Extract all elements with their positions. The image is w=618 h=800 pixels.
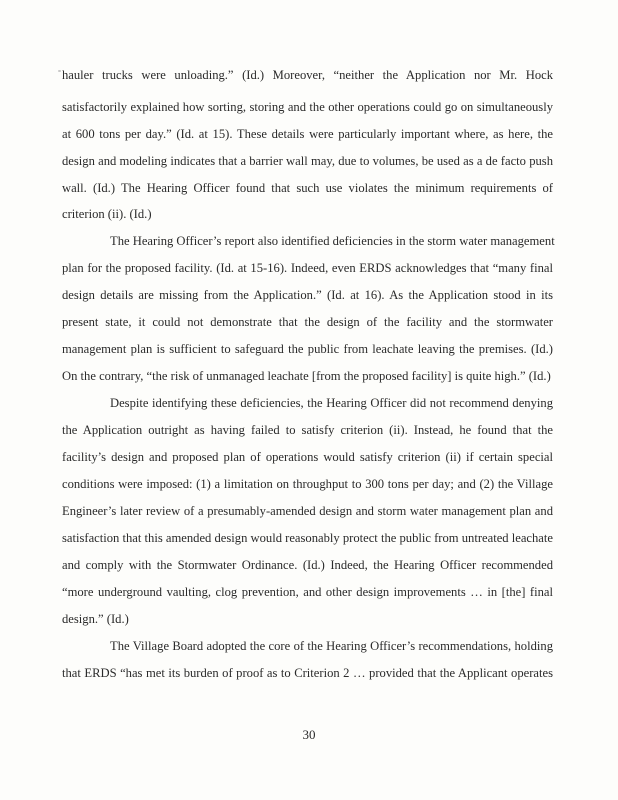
text-line: satisfactorily explained how sorting, storing and the other operations could go on simultaneously [62,100,553,114]
text-line: plan for the proposed facility. (Id. at 15-16). Indeed, even ERDS acknowledges that “many final [62,261,553,275]
text-line: Despite identifying these deficiencies, the Hearing Officer did not recommend denying [110,396,553,410]
text-line: “more underground vaulting, clog prevention, and other design improvements … in [the] final [62,585,553,599]
page-number: 30 [302,727,316,742]
text-line: wall. (Id.) The Hearing Officer found that such use violates the minimum requirements of [62,181,553,195]
text-line: and comply with the Stormwater Ordinance. (Id.) Indeed, the Hearing Officer recommended [62,558,553,572]
text-line: satisfaction that this amended design would reasonably protect the public from untreated leachate [62,531,553,545]
text-line: facility’s design and proposed plan of operations would satisfy criterion (ii) if certain special [62,450,553,464]
text-line: management plan is sufficient to safeguard the public from leachate leaving the premises. (Id.) [62,342,553,356]
text-line: design and modeling indicates that a barrier wall may, due to volumes, be used as a de facto push [62,154,553,168]
text-line: present state, it could not demonstrate that the design of the facility and the stormwater [62,315,553,329]
text-line: design details are missing from the Application.” (Id. at 16). As the Application stood in its [62,288,553,302]
text-line: conditions were imposed: (1) a limitation on throughput to 300 tons per day; and (2) the Village [62,477,553,491]
text-line: On the contrary, “the risk of unmanaged leachate [from the proposed facility] is quite high.” (Id.) [62,369,551,383]
scan-speck [58,70,61,72]
text-line: The Village Board adopted the core of the Hearing Officer’s recommendations, holding [110,639,553,653]
text-line: criterion (ii). (Id.) [62,207,152,221]
text-line: the Application outright as having failed to satisfy criterion (ii). Instead, he found that the [62,423,553,437]
text-line: at 600 tons per day.” (Id. at 15). These details were particularly important where, as here, the [62,127,553,141]
text-line: Engineer’s later review of a presumably-amended design and storm water management plan and [62,504,553,518]
text-line: hauler trucks were unloading.” (Id.) Moreover, “neither the Application nor Mr. Hock [62,68,553,82]
text-line: that ERDS “has met its burden of proof as to Criterion 2 … provided that the Applicant operates [62,666,553,680]
text-line: The Hearing Officer’s report also identified deficiencies in the storm water management [110,234,555,248]
text-line: design.” (Id.) [62,612,129,626]
